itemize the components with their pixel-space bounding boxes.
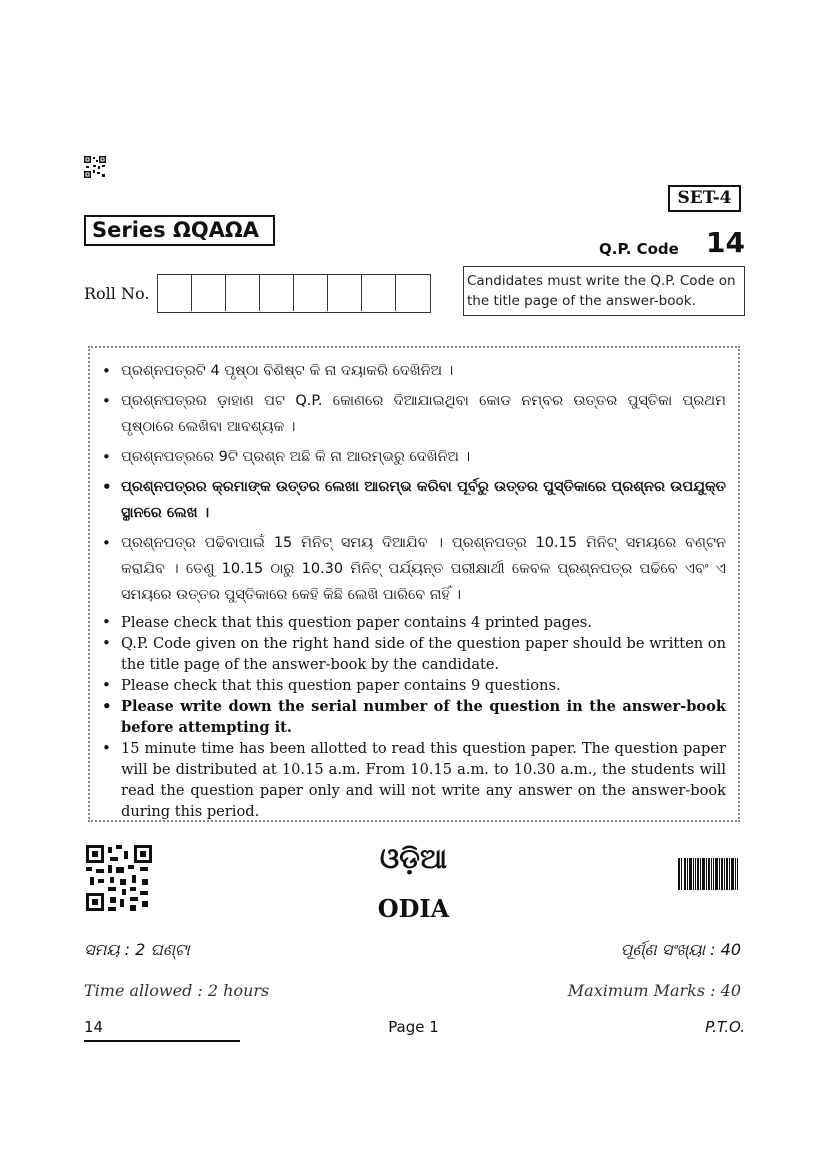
roll-no-box <box>260 275 294 311</box>
instructions-list <box>102 358 726 822</box>
english-instruction-item <box>102 633 726 675</box>
instruction-text: Please check that this question paper contains 9 questions. <box>121 677 561 694</box>
set-number-box: SET-4 <box>668 185 741 212</box>
roll-no-label: Roll No. <box>84 284 150 303</box>
bullet-icon: • <box>102 613 111 631</box>
roll-no-boxes <box>157 274 431 313</box>
bullet-icon: • <box>102 448 111 466</box>
bullet-icon: • <box>102 478 112 496</box>
bullet-icon: • <box>102 634 111 652</box>
instruction-text: ପ୍ରଶ୍ନପତ୍ର ପଢିବାପାଇଁ 15 ମିନିଟ୍ ସମୟ ଦିଆଯିବ । ପ୍ରଶ୍ନପତ୍ର 10.15 ମିନିଟ୍ ସମୟରେ ବଣ୍ଟନ କରାଯିବ । ତେଣୁ 10.15 ଠାରୁ 10.30 ମିନିଟ୍ ପର୍ଯ୍ୟନ୍ତ ପରୀକ୍ଷାର୍ଥୀ କେବଳ ପ୍ରଶ୍ନପତ୍ର ପଢିବେ ଏବଂ ଏ ସମୟରେ ଉତ୍ତର ପୁସ୍ତିକାରେ କେହି କିଛି ଲେଖି ପାରିବେ ନାହିଁ । <box>121 535 726 603</box>
odia-instruction-item <box>102 530 726 608</box>
odia-instruction-item <box>102 388 726 440</box>
subject-title-odia: ଓଡ଼ିଆ <box>379 842 448 875</box>
bullet-icon: • <box>102 392 111 410</box>
roll-no-box <box>328 275 362 311</box>
bullet-icon: • <box>102 534 111 552</box>
pto-label: P.T.O. <box>705 1018 745 1036</box>
instruction-text: ପ୍ରଶ୍ନପତ୍ରରେ 9ଟି ପ୍ରଶ୍ନ ଅଛି କି ନା ଆରମ୍ଭରୁ ଦେଖିନିଅ । <box>121 449 471 465</box>
english-instruction-item <box>102 738 726 822</box>
english-instruction-item <box>102 696 726 738</box>
instruction-text: Q.P. Code given on the right hand side of the question paper should be written on the title page of the answer-book by the candidate. <box>121 635 726 673</box>
footer-code: 14 <box>84 1018 240 1042</box>
english-instruction-item <box>102 612 726 633</box>
time-allowed-odia: ସମୟ : 2 ଘଣ୍ଟା <box>84 940 190 959</box>
instruction-text: Please write down the serial number of the question in the answer-book before attempting it. <box>121 698 726 736</box>
odia-instruction-item <box>102 358 726 384</box>
max-marks-english: Maximum Marks : 40 <box>567 981 741 1000</box>
roll-no-box <box>192 275 226 311</box>
instruction-text: ପ୍ରଶ୍ନପତ୍ରର କ୍ରମାଙ୍କ ଉତ୍ତର ଲେଖା ଆରମ୍ଭ କରିବା ପୂର୍ବରୁ ଉତ୍ତର ପୁସ୍ତିକାରେ ପ୍ରଶ୍ନର ଉପଯୁକ୍ତ ସ୍ଥାନରେ ଲେଖ । <box>121 479 726 521</box>
max-marks-odia: ପୂର୍ଣ୍ଣ ସଂଖ୍ୟା : 40 <box>620 940 741 959</box>
bullet-icon: • <box>102 739 111 757</box>
instructions-box <box>88 346 740 822</box>
time-allowed-english: Time allowed : 2 hours <box>84 981 270 1000</box>
page-number: Page 1 <box>388 1018 439 1036</box>
roll-no-box <box>226 275 260 311</box>
subject-title-english: ODIA <box>377 894 450 923</box>
roll-no-box <box>362 275 396 311</box>
bullet-icon: • <box>102 697 112 715</box>
candidate-note: Candidates must write the Q.P. Code on the title page of the answer-book. <box>463 266 745 316</box>
roll-no-box <box>294 275 328 311</box>
qp-code-label: Q.P. Code <box>599 240 679 258</box>
qr-code-small-icon <box>84 156 106 178</box>
roll-no-box <box>396 275 430 311</box>
odia-instruction-item <box>102 444 726 470</box>
bullet-icon: • <box>102 676 111 694</box>
instruction-text: ପ୍ରଶ୍ନପତ୍ରର ଡ଼ାହାଣ ପଟ Q.P. କୋଣରେ ଦିଆଯାଇଥିବା କୋଡ ନମ୍ବର ଉତ୍ତର ପୁସ୍ତିକା ପ୍ରଥମ ପୃଷ୍ଠାରେ ଲେଖିବା ଆବଶ୍ୟକ । <box>121 393 726 435</box>
instruction-text: 15 minute time has been allotted to read this question paper. The question paper will be distributed at 10.15 a.m. From 10.15 a.m. to 10.30 a.m., the students will read the question paper only and will not write any answer on the answer-book during this period. <box>121 740 726 820</box>
english-instruction-item <box>102 675 726 696</box>
series-label: Series ΩQAΩA <box>84 215 275 246</box>
roll-no-box <box>158 275 192 311</box>
instruction-text: Please check that this question paper contains 4 printed pages. <box>121 614 592 631</box>
bullet-icon: • <box>102 362 111 380</box>
qp-code-value: 14 <box>706 226 745 259</box>
odia-instruction-item <box>102 474 726 526</box>
instruction-text: ପ୍ରଶ୍ନପତ୍ରଟି 4 ପୃଷ୍ଠା ବିଶିଷ୍ଟ କି ନା ଦୟାକରି ଦେଖିନିଅ । <box>121 363 454 379</box>
